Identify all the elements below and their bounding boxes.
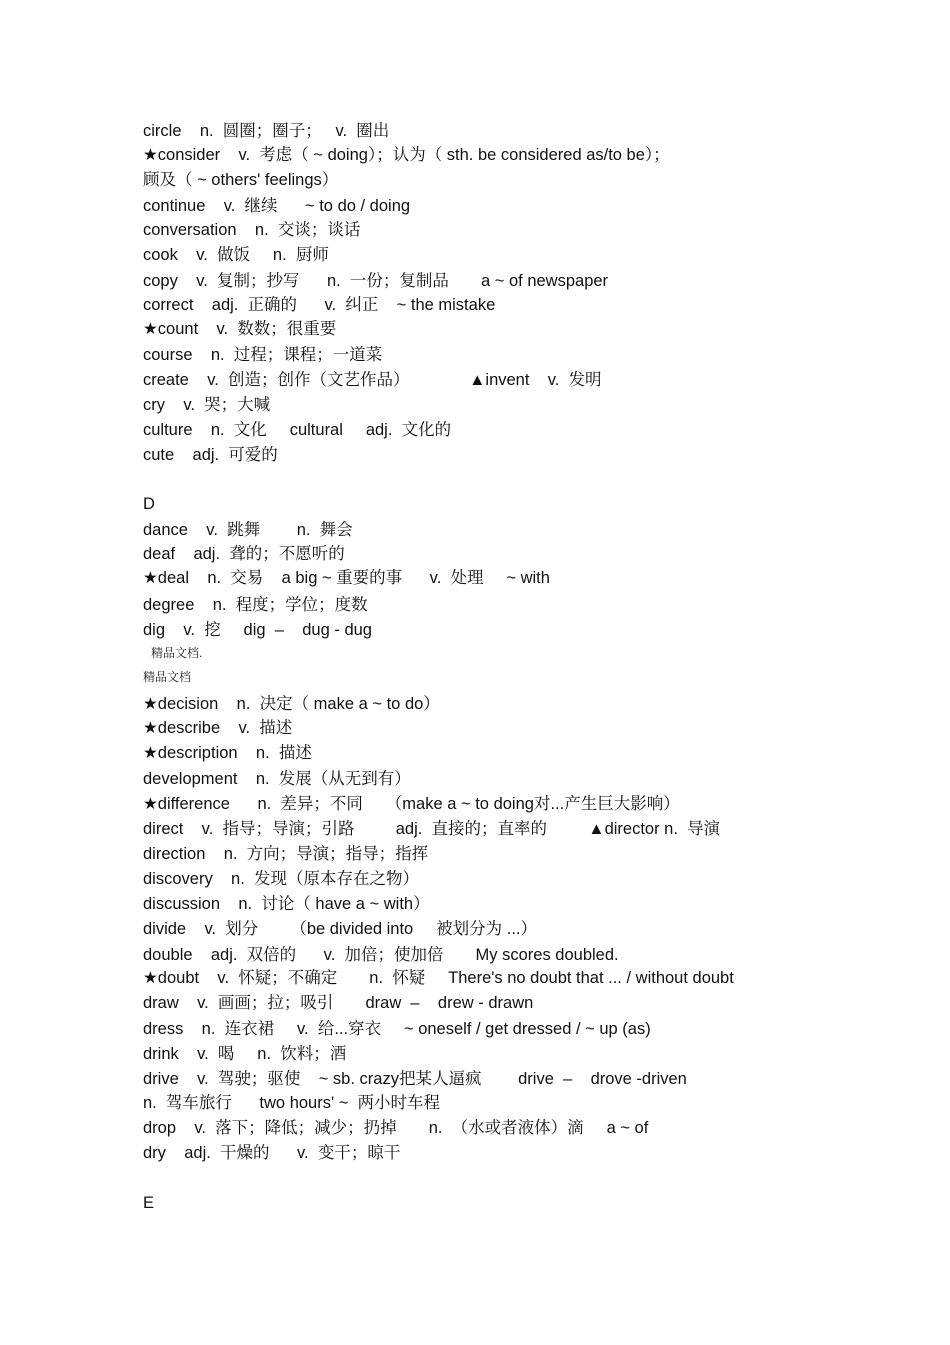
entry-dance: dance v. 跳舞 n. 舞会: [143, 521, 353, 539]
entry-dig: dig v. 挖 dig – dug - dug: [143, 621, 372, 639]
entry-circle: circle n. 圆圈；圈子； v. 圈出: [143, 122, 390, 140]
entry-conversation: conversation n. 交谈；谈话: [143, 221, 361, 239]
entry-dry: dry adj. 干燥的 v. 变干；晾干: [143, 1144, 401, 1162]
entry-difference: ★difference n. 差异；不同 （make a ~ to doing对...产生巨大影响）: [143, 795, 680, 813]
entry-decision: ★decision n. 决定（ make a ~ to do）: [143, 695, 440, 713]
entry-continue: continue v. 继续 ~ to do / doing: [143, 197, 411, 215]
watermark-2: 精品文档: [143, 670, 192, 684]
entry-divide: divide v. 划分 （be divided into 被划分为 ...）: [143, 920, 537, 938]
entry-drink: drink v. 喝 n. 饮料；酒: [143, 1045, 347, 1063]
entry-discovery: discovery n. 发现（原本存在之物）: [143, 870, 419, 888]
entry-culture: culture n. 文化 cultural adj. 文化的: [143, 421, 452, 439]
entry-drive-cont: n. 驾车旅行 two hours' ~ 两小时车程: [143, 1094, 441, 1112]
entry-describe: ★describe v. 描述: [143, 719, 293, 737]
entry-doubt: ★doubt v. 怀疑；不确定 n. 怀疑 There's no doubt that ... / without doubt: [143, 969, 734, 987]
entry-cute: cute adj. 可爱的: [143, 446, 278, 464]
entry-direct: direct v. 指导；导演；引路 adj. 直接的；直率的 ▲director n. 导演: [143, 820, 721, 838]
entry-deal: ★deal n. 交易 a big ~ 重要的事 v. 处理 ~ with: [143, 569, 550, 587]
watermark-1: 精品文档.: [151, 646, 203, 660]
section-heading-e: E: [143, 1194, 155, 1212]
section-heading-d: D: [143, 495, 155, 513]
entry-drive: drive v. 驾驶；驱使 ~ sb. crazy把某人逼疯 drive – drove -driven: [143, 1070, 687, 1088]
entry-consider-cont: 顾及（ ~ others' feelings）: [143, 171, 339, 189]
entry-double: double adj. 双倍的 v. 加倍；使加倍 My scores doubled.: [143, 946, 619, 964]
entry-drop: drop v. 落下；降低；减少；扔掉 n. （水或者液体）滴 a ~ of: [143, 1119, 649, 1137]
entry-copy: copy v. 复制；抄写 n. 一份；复制品 a ~ of newspaper: [143, 272, 609, 290]
entry-cry: cry v. 哭；大喊: [143, 396, 271, 414]
entry-draw: draw v. 画画；拉；吸引 draw – drew - drawn: [143, 994, 534, 1012]
entry-degree: degree n. 程度；学位；度数: [143, 596, 368, 614]
entry-deaf: deaf adj. 聋的；不愿听的: [143, 545, 345, 563]
entry-discussion: discussion n. 讨论（ have a ~ with）: [143, 895, 430, 913]
entry-correct: correct adj. 正确的 v. 纠正 ~ the mistake: [143, 296, 496, 314]
entry-count: ★count v. 数数；很重要: [143, 320, 337, 338]
entry-consider: ★consider v. 考虑（ ~ doing）；认为（ sth. be considered as/to be）；: [143, 146, 670, 164]
entry-development: development n. 发展（从无到有）: [143, 770, 411, 788]
entry-dress: dress n. 连衣裙 v. 给...穿衣 ~ oneself / get dressed / ~ up (as): [143, 1020, 651, 1038]
entry-direction: direction n. 方向；导演；指导；指挥: [143, 845, 429, 863]
entry-cook: cook v. 做饭 n. 厨师: [143, 246, 329, 264]
entry-description: ★description n. 描述: [143, 744, 312, 762]
entry-course: course n. 过程；课程；一道菜: [143, 346, 383, 364]
entry-create: create v. 创造；创作（文艺作品） ▲invent v. 发明: [143, 371, 602, 389]
